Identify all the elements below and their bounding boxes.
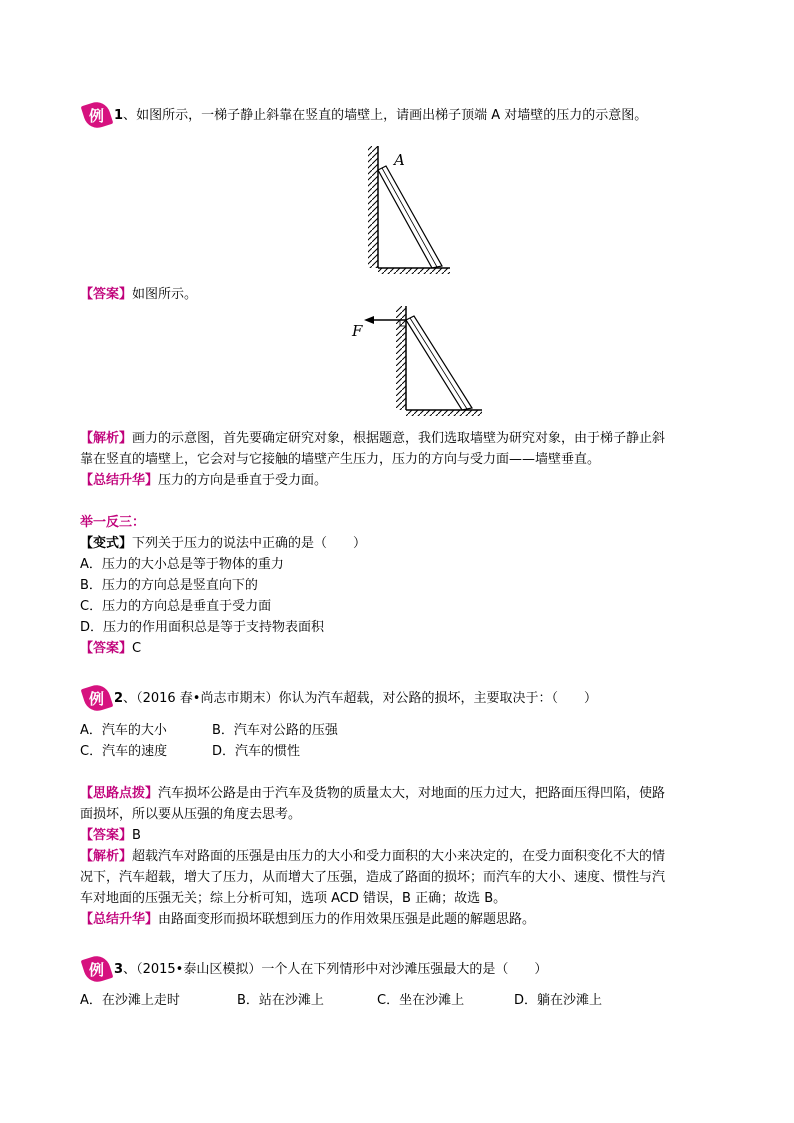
summary-1 [80,471,327,491]
summary-tag: 【总结升华】 [80,473,159,488]
ladder-figure-2 [360,300,490,418]
question-number: 2 [114,691,124,706]
analysis-tag: 【解析】 [80,431,133,446]
practice-heading-text: 举一反三： [80,515,146,530]
wall-hatch [396,306,406,410]
q3-option-b: B．站在沙滩上 [237,993,324,1008]
analysis-2-line3: 车对地面的压强无关；综上分析可知，选项 ACD 错误，B 正确；故选 B。 [80,891,507,906]
analysis-1-line1 [80,429,665,449]
force-f-label: F [352,322,363,340]
badge-char: 例 [89,690,105,708]
variant-option-c: C．压力的方向总是垂直于受力面 [80,599,272,614]
answer-2 [80,826,141,846]
summary-text: 压力的方向是垂直于受力面。 [158,473,328,488]
analysis-2-line2: 况下，汽车超载，增大了压力，从而增大了压强，造成了路面的损坏；而汽车的大小、速度、惯性与汽 [80,870,666,885]
ladder-shape [378,166,442,268]
variant-answer [80,639,141,659]
q2-option-a: A．汽车的大小 [80,723,167,738]
analysis-tag: 【解析】 [80,849,133,864]
q2-options-row1 [80,721,338,741]
example-badge-3 [84,956,110,982]
hint-text: 汽车损坏公路是由于汽车及货物的质量太大，对地面的压力过大，把路面压得凹陷，使路 [158,786,666,801]
question-3 [114,960,547,980]
variant-tag: 【变式】 [80,536,133,551]
answer-tag: 【答案】 [80,641,133,656]
q2-option-c: C．汽车的速度 [80,744,168,759]
wall-hatch [368,146,378,268]
answer-text: C [132,641,142,656]
ladder-figure-1 [360,140,460,275]
ladder-rail [410,318,467,409]
question-text: （2016 春•尚志市期末）你认为汽车超载，对公路的损坏，主要取决于：（ ） [136,691,597,706]
question-1 [114,106,647,126]
ladder-rail [382,168,437,267]
answer-text: B [132,828,141,843]
example-badge-1 [84,102,110,128]
example-badge-2 [84,685,110,711]
summary-text: 由路面变形而损坏联想到压力的作用效果压强是此题的解题思路。 [158,912,536,927]
ground-hatch [406,410,482,416]
hint-tag: 【思路点拨】 [80,786,159,801]
analysis-text: 超载汽车对路面的压强是由压力的大小和受力面积的大小来决定的，在受力面积变化不大的情 [132,849,666,864]
answer-1 [80,285,197,305]
badge-char: 例 [89,107,105,125]
question-number: 3 [114,962,124,977]
question-sep: 、 [123,691,137,706]
q3-option-a: A．在沙滩上走时 [80,993,180,1008]
variant-question [80,534,366,554]
question-2 [114,689,597,709]
point-a-label: A [394,151,405,169]
q2-option-b: B．汽车对公路的压强 [212,723,338,738]
q2-option-d: D．汽车的惯性 [212,744,301,759]
ladder-shape [406,316,472,410]
variant-option-d: D．压力的作用面积总是等于支持物表面积 [80,620,325,635]
hint-2-line2: 面损坏，所以要从压强的角度去思考。 [80,807,302,822]
question-sep: 、 [123,108,137,123]
ground-hatch [378,268,450,274]
answer-tag: 【答案】 [80,287,133,302]
practice-heading [80,513,145,533]
variant-option-b: B．压力的方向总是竖直向下的 [80,578,258,593]
question-text: 如图所示，一梯子静止斜靠在竖直的墙壁上，请画出梯子顶端 A 对墙壁的压力的示意图。 [136,108,648,123]
q3-option-c: C．坐在沙滩上 [377,993,465,1008]
q3-option-d: D．躺在沙滩上 [514,993,603,1008]
summary-2 [80,910,535,930]
question-text: （2015•泰山区模拟）一个人在下列情形中对沙滩压强最大的是（ ） [136,962,548,977]
question-sep: 、 [123,962,137,977]
answer-tag: 【答案】 [80,828,133,843]
force-arrowhead [364,316,374,324]
analysis-2-line1 [80,847,665,867]
variant-option-a: A．压力的大小总是等于物体的重力 [80,557,284,572]
q2-options-row2 [80,742,300,762]
analysis-1-line2: 靠在竖直的墙壁上，它会对与它接触的墙壁产生压力，压力的方向与受力面——墙壁垂直。 [80,452,601,467]
variant-text: 下列关于压力的说法中正确的是（ ） [132,536,367,551]
q3-options [80,991,602,1011]
hint-2-line1 [80,784,665,804]
summary-tag: 【总结升华】 [80,912,159,927]
analysis-text: 画力的示意图，首先要确定研究对象，根据题意，我们选取墙壁为研究对象，由于梯子静止斜 [132,431,666,446]
badge-char: 例 [89,961,105,979]
answer-text: 如图所示。 [132,287,198,302]
question-number: 1 [114,108,124,123]
